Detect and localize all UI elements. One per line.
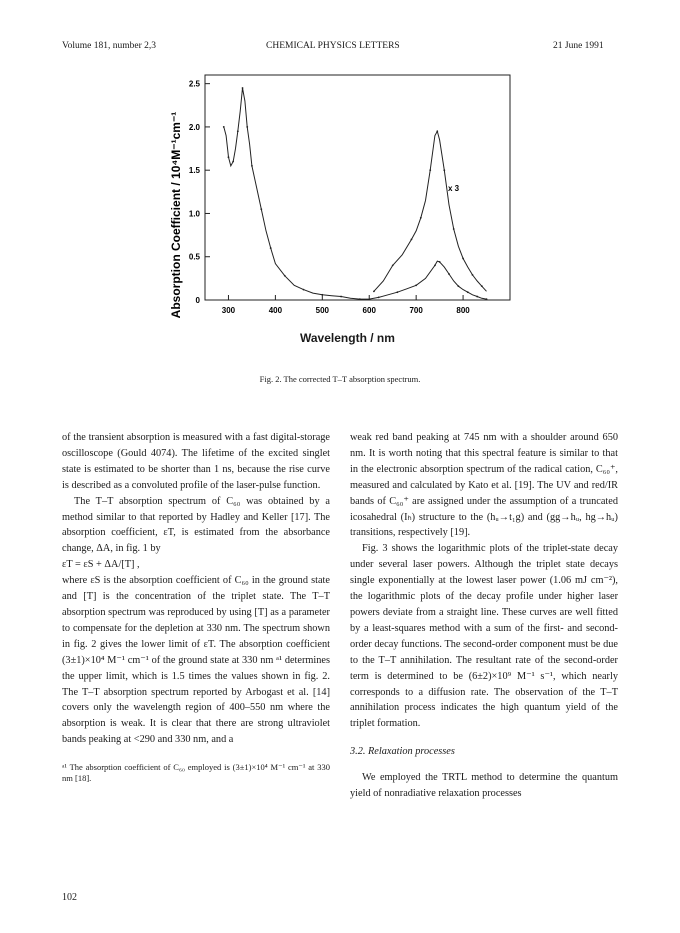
- data-point: [448, 273, 450, 275]
- data-point: [303, 289, 305, 291]
- x-tick-label: 300: [221, 306, 236, 315]
- paragraph: The T–T absorption spectrum of C₆₀ was obtained by a method similar to that reported by Hadley and Keller [17]. The absorption coefficient, εT, is estimated from the absorbance change, ΔA, in fig. 1 by: [62, 495, 330, 555]
- data-point: [228, 156, 230, 158]
- data-point: [436, 130, 438, 132]
- y-tick-label: 0: [195, 296, 200, 305]
- paragraph: where εS is the absorption coefficient of C₆₀ in the ground state and [T] is the concentration of the triplet state. The T–T absorption spectrum was reproduced by using [T] as a parameter to compensate for the depletion at 330 nm. The spectrum shown in fig. 2 gives the lower limit of εT. The absorption coefficient (3±1)×10⁴ M⁻¹ cm⁻¹ of the ground state at 330 nm ᵃ¹ determines the upper limit, which is 1.5 times the values shown in fig. 2. The T–T absorption spectrum reported by Arbogast et al. [14] covers only the wavelength region of 400–550 nm where the absorption is weak. It is clear that there are strong ultraviolet bands peaking at <290 and 330 nm, and a: [62, 575, 330, 746]
- data-point: [420, 217, 422, 219]
- x3-annotation: x 3: [448, 184, 460, 193]
- data-point: [453, 228, 455, 230]
- data-point: [439, 261, 441, 263]
- x-axis-label: Wavelength / nm: [300, 331, 395, 345]
- paragraph: We employed the TRTL method to determine the quantum yield of nonradiative relaxation processes: [350, 772, 618, 800]
- page-number: 102: [62, 892, 77, 903]
- x-tick-label: 600: [362, 306, 376, 315]
- figure-caption: Fig. 2. The corrected T–T absorption spectrum.: [259, 374, 421, 384]
- data-point: [396, 291, 398, 293]
- y-axis-label: Absorption Coefficient / 10⁴M⁻¹cm⁻¹: [169, 111, 183, 319]
- data-point: [429, 169, 431, 171]
- data-point: [223, 126, 225, 128]
- data-point: [378, 297, 380, 299]
- data-point: [486, 298, 488, 300]
- y-tick-label: 0.5: [188, 252, 200, 262]
- data-point: [321, 294, 323, 296]
- data-point: [260, 208, 262, 210]
- data-point: [340, 296, 342, 298]
- paragraph: Fig. 3 shows the logarithmic plots of the triplet-state decay under several laser powers. Although the triplet state decays single exponentially at the lowest laser power (1.06 mJ cm⁻²), the logarithmic plots of the decay profile under higher laser powers deviate from a straight line. These curves are well fitted by a least-squares method with a sum of the first- and second-order decay functions. The second-order component must be due to the T–T annihilation. The resultant rate of the second-order term is determined to be (6±2)×10⁹ M⁻¹ s⁻¹, which nearly corresponds to a diffusion rate. The observation of the T–T annihilation process indicates the high quantum yield of the triplet formation.: [350, 543, 618, 730]
- plot-frame: [205, 75, 510, 300]
- data-point: [411, 239, 413, 241]
- x-tick-label: 700: [409, 306, 423, 315]
- x-tick-label: 500: [315, 306, 329, 315]
- data-point: [246, 126, 248, 128]
- data-point: [462, 258, 464, 260]
- y-tick-label: 2.0: [188, 122, 200, 132]
- running-header-journal: CHEMICAL PHYSICS LETTERS: [266, 41, 400, 51]
- data-point: [251, 165, 253, 167]
- data-point: [232, 161, 234, 163]
- data-point: [443, 169, 445, 171]
- left-column: [62, 430, 330, 784]
- data-point: [373, 290, 375, 292]
- data-point: [284, 275, 286, 277]
- running-header-date: 21 June 1991: [553, 41, 604, 51]
- data-point: [415, 284, 417, 286]
- absorption-spectrum-chart: [150, 65, 530, 345]
- data-point: [481, 285, 483, 287]
- data-point: [237, 130, 239, 132]
- running-header-volume: Volume 181, number 2,3: [62, 41, 157, 51]
- equation: εT = εS + ΔA/[T] ,: [62, 559, 140, 571]
- x-tick-label: 800: [456, 306, 470, 315]
- section-heading: 3.2. Relaxation processes: [350, 746, 455, 758]
- y-tick-label: 1.0: [188, 209, 200, 219]
- paragraph: of the transient absorption is measured with a fast digital-storage oscilloscope (Gould 4074). The lifetime of the excited singlet state is estimated to be shorter than 1 ns, because the rise curve is described as a convoluted profile of the laser-pulse function.: [62, 432, 330, 491]
- data-point: [457, 285, 459, 287]
- y-tick-label: 2.5: [188, 79, 200, 89]
- data-point: [359, 298, 361, 300]
- right-column: [350, 430, 618, 802]
- footnote: ᵃ¹ The absorption coefficient of C₆₀ employed is (3±1)×10⁴ M⁻¹ cm⁻¹ at 330 nm [18].: [62, 762, 330, 784]
- data-point: [242, 87, 244, 89]
- data-point: [392, 264, 394, 266]
- data-point: [434, 264, 436, 266]
- paragraph: weak red band peaking at 745 nm with a shoulder around 650 nm. It is worth noting that this spectral feature is similar to that in the electronic absorption spectrum of the radical cation, C₆₀⁺, measured and calculated by Kato et al. [19]. The UV and red/IR bands of C₆₀⁺ are assigned under the assumption of a truncated icosahedral (Iₕ) structure to the (hᵤ→t₁g) and (gg→hᵤ, hg→hᵤ) transitions, respectively [19].: [350, 432, 618, 539]
- series-line-2: [374, 131, 487, 291]
- data-point: [270, 247, 272, 249]
- data-point: [467, 291, 469, 293]
- data-point: [476, 296, 478, 298]
- x-tick-label: 400: [268, 306, 283, 315]
- y-tick-label: 1.5: [188, 166, 200, 176]
- data-point: [472, 274, 474, 276]
